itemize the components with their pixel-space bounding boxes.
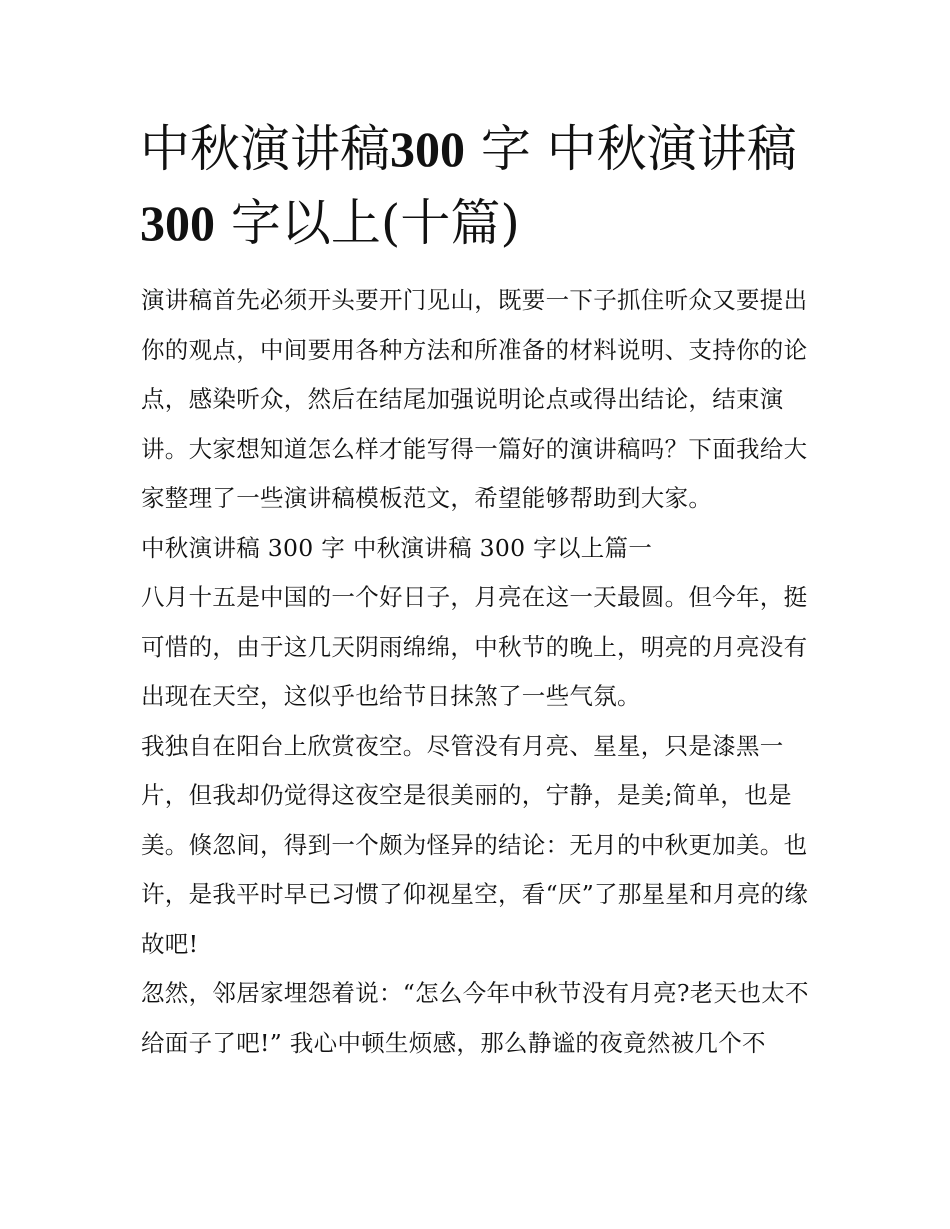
title-text-3: 字以上(十篇) bbox=[215, 194, 520, 252]
section-heading: 中秋演讲稿 300 字 中秋演讲稿 300 字以上篇一 bbox=[141, 533, 653, 562]
title-text-2: 字 中秋演讲稿 bbox=[465, 120, 797, 178]
body-paragraph: 八月十五是中国的一个好日子，月亮在这一天最圆。但今年，挺可惜的，由于这几天阴雨绵绵，中秋节的晚上，明亮的月亮没有出现在天空，这似乎也给节日抹煞了一些气氛。 bbox=[141, 583, 808, 710]
intro-paragraph: 演讲稿首先必须开头要开门见山，既要一下子抓住听众又要提出你的观点，中间要用各种方法和所准备的材料说明、支持你的论点，感染听众，然后在结尾加强说明论点或得出结论，结束演讲。大家想知道怎么样才能写得一篇好的演讲稿吗？下面我给大家整理了一些演讲稿模板范文，希望能够帮助到大家。 bbox=[141, 286, 808, 512]
document-body bbox=[141, 276, 813, 1068]
body-paragraph: 忽然，邻居家埋怨着说：“怎么今年中秋节没有月亮?老天也太不给面子了吧!” 我心中顿生烦感，那么静谧的夜竟然被几个不 bbox=[141, 979, 809, 1057]
document-title bbox=[140, 112, 820, 260]
title-number-1: 300 bbox=[390, 121, 465, 177]
body-paragraph: 我独自在阳台上欣赏夜空。尽管没有月亮、星星，只是漆黑一片，但我却仍觉得这夜空是很美丽的，宁静，是美;简单，也是美。倏忽间，得到一个颇为怪异的结论：无月的中秋更加美。也许，是我平时早已习惯了仰视星空，看“厌”了那星星和月亮的缘故吧! bbox=[141, 731, 809, 958]
title-number-2: 300 bbox=[140, 195, 215, 251]
title-text-1: 中秋演讲稿 bbox=[140, 120, 390, 178]
